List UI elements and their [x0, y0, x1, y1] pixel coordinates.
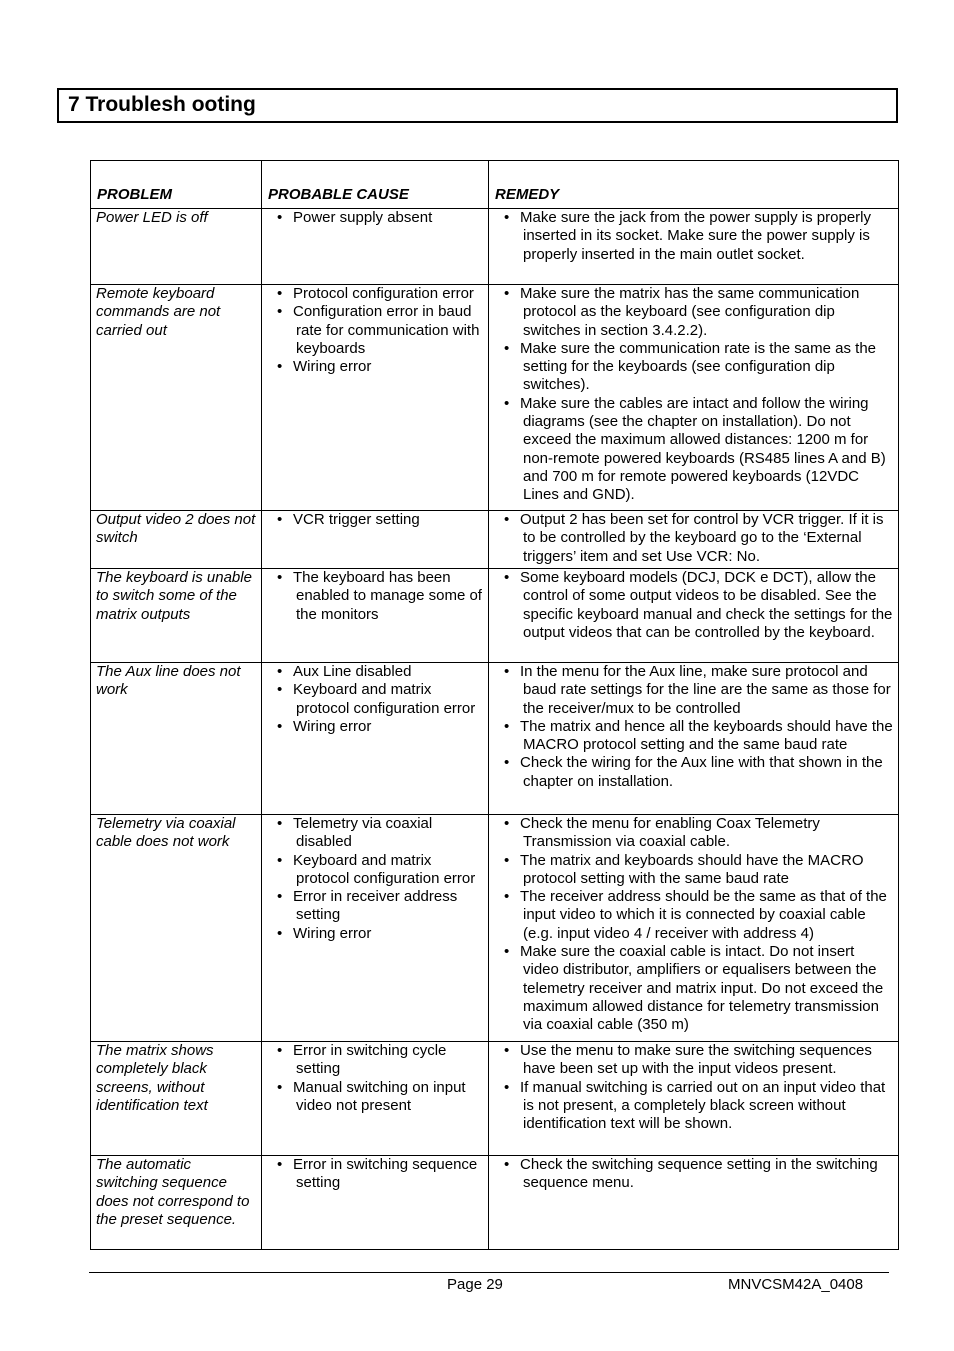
remedy-item: • Check the menu for enabling Coax Telemetry Transmission via coaxial cable. [494, 815, 893, 852]
table-header-row [91, 161, 899, 209]
remedy-cell [489, 663, 899, 815]
remedy-item: • Make sure the jack from the power supply is properly inserted in its socket. Make sure the power supply is properly inserted in the main outlet socket. [494, 209, 893, 264]
problem-cell: The keyboard is unable to switch some of the matrix outputs [91, 569, 262, 663]
remedy-cell [489, 209, 899, 285]
table-row [91, 1156, 899, 1250]
remedy-list [494, 569, 893, 642]
remedy-list [494, 1156, 893, 1193]
table-row [91, 815, 899, 1042]
table-row [91, 663, 899, 815]
remedy-item: • Use the menu to make sure the switching sequences have been set up with the input videos present. [494, 1042, 893, 1079]
cause-item: • Wiring error [267, 925, 483, 943]
troubleshooting-table [90, 160, 899, 1250]
table-row [91, 285, 899, 511]
problem-cell: Power LED is off [91, 209, 262, 285]
cause-list [267, 1042, 483, 1115]
problem-cell: The Aux line does not work [91, 663, 262, 815]
remedy-item: • Check the switching sequence setting in the switching sequence menu. [494, 1156, 893, 1193]
cause-list [267, 569, 483, 624]
cause-list [267, 663, 483, 736]
remedy-item: • The receiver address should be the same as that of the input video to which it is connected by coaxial cable (e.g. input video 4 / receiver with address 4) [494, 888, 893, 943]
cause-cell [262, 209, 489, 285]
remedy-cell [489, 511, 899, 569]
page-number: Page 29 [447, 1276, 503, 1293]
cause-list [267, 209, 483, 227]
remedy-item: • The matrix and hence all the keyboards should have the MACRO protocol setting and the same baud rate [494, 718, 893, 755]
remedy-item: • Make sure the communication rate is the same as the setting for the keyboards (see configuration dip switches). [494, 340, 893, 395]
remedy-list [494, 511, 893, 566]
section-heading-box [57, 88, 898, 123]
remedy-cell [489, 285, 899, 511]
header-problem: PROBLEM [91, 161, 262, 209]
remedy-cell [489, 1042, 899, 1156]
remedy-item: • If manual switching is carried out on an input video that is not present, a completely black screen without identification text will be shown. [494, 1079, 893, 1134]
table-row [91, 511, 899, 569]
cause-item: • Error in switching sequence setting [267, 1156, 483, 1193]
cause-cell [262, 815, 489, 1042]
problem-cell: The automatic switching sequence does not correspond to the preset sequence. [91, 1156, 262, 1250]
cause-item: • Wiring error [267, 718, 483, 736]
cause-item: • VCR trigger setting [267, 511, 483, 529]
cause-cell [262, 1156, 489, 1250]
cause-item: • Configuration error in baud rate for communication with keyboards [267, 303, 483, 358]
remedy-item: • Some keyboard models (DCJ, DCK e DCT), allow the control of some output videos to be disabled. See the specific keyboard manual and check the settings for the output videos that can be controlled by the keyboard. [494, 569, 893, 642]
cause-cell [262, 663, 489, 815]
cause-list [267, 815, 483, 943]
cause-item: • Error in switching cycle setting [267, 1042, 483, 1079]
cause-cell [262, 569, 489, 663]
remedy-item: • Make sure the matrix has the same communication protocol as the keyboard (see configuration dip switches in section 3.4.2.2). [494, 285, 893, 340]
cause-item: • Protocol configuration error [267, 285, 483, 303]
problem-cell: Output video 2 does not switch [91, 511, 262, 569]
remedy-item: • Make sure the coaxial cable is intact. Do not insert video distributor, amplifiers or equalisers between the telemetry receiver and matrix input. Do not exceed the maximum allowed distance for telemetry transmission via coaxial cable (350 m) [494, 943, 893, 1034]
footer-rule [89, 1272, 889, 1273]
problem-cell: Remote keyboard commands are not carried out [91, 285, 262, 511]
remedy-list [494, 663, 893, 791]
problem-cell: Telemetry via coaxial cable does not work [91, 815, 262, 1042]
table-row [91, 209, 899, 285]
cause-item: • The keyboard has been enabled to manage some of the monitors [267, 569, 483, 624]
remedy-list [494, 815, 893, 1035]
remedy-cell [489, 569, 899, 663]
section-title: 7 Troublesh ooting [68, 93, 256, 116]
header-remedy: REMEDY [489, 161, 899, 209]
remedy-item: • Make sure the cables are intact and follow the wiring diagrams (see the chapter on installation). Do not exceed the maximum allowed distances: 1200 m for non-remote powered keyboards (RS485 lines A and B) and 700 m for remote powered keyboards (12VDC Lines and GND). [494, 395, 893, 505]
remedy-item: • The matrix and keyboards should have the MACRO protocol setting with the same baud rate [494, 852, 893, 889]
cause-item: • Wiring error [267, 358, 483, 376]
cause-list [267, 511, 483, 529]
cause-item: • Error in receiver address setting [267, 888, 483, 925]
problem-cell: The matrix shows completely black screens, without identification text [91, 1042, 262, 1156]
cause-item: • Keyboard and matrix protocol configuration error [267, 681, 483, 718]
document-code: MNVCSM42A_0408 [728, 1276, 864, 1293]
remedy-item: • Output 2 has been set for control by VCR trigger. If it is to be controlled by the keyboard go to the ‘External triggers’ item and set Use VCR: No. [494, 511, 893, 566]
cause-item: • Power supply absent [267, 209, 483, 227]
cause-item: • Telemetry via coaxial disabled [267, 815, 483, 852]
remedy-item: • Check the wiring for the Aux line with that shown in the chapter on installation. [494, 754, 893, 791]
remedy-list [494, 209, 893, 264]
cause-item: • Aux Line disabled [267, 663, 483, 681]
remedy-item: • In the menu for the Aux line, make sure protocol and baud rate settings for the line are the same as those for the receiver/mux to be controlled [494, 663, 893, 718]
cause-cell [262, 511, 489, 569]
remedy-list [494, 285, 893, 505]
cause-item: • Manual switching on input video not present [267, 1079, 483, 1116]
cause-list [267, 1156, 483, 1193]
table-row [91, 569, 899, 663]
header-cause: PROBABLE CAUSE [262, 161, 489, 209]
table-row [91, 1042, 899, 1156]
remedy-cell [489, 815, 899, 1042]
remedy-list [494, 1042, 893, 1133]
cause-cell [262, 285, 489, 511]
cause-item: • Keyboard and matrix protocol configuration error [267, 852, 483, 889]
cause-list [267, 285, 483, 376]
remedy-cell [489, 1156, 899, 1250]
cause-cell [262, 1042, 489, 1156]
